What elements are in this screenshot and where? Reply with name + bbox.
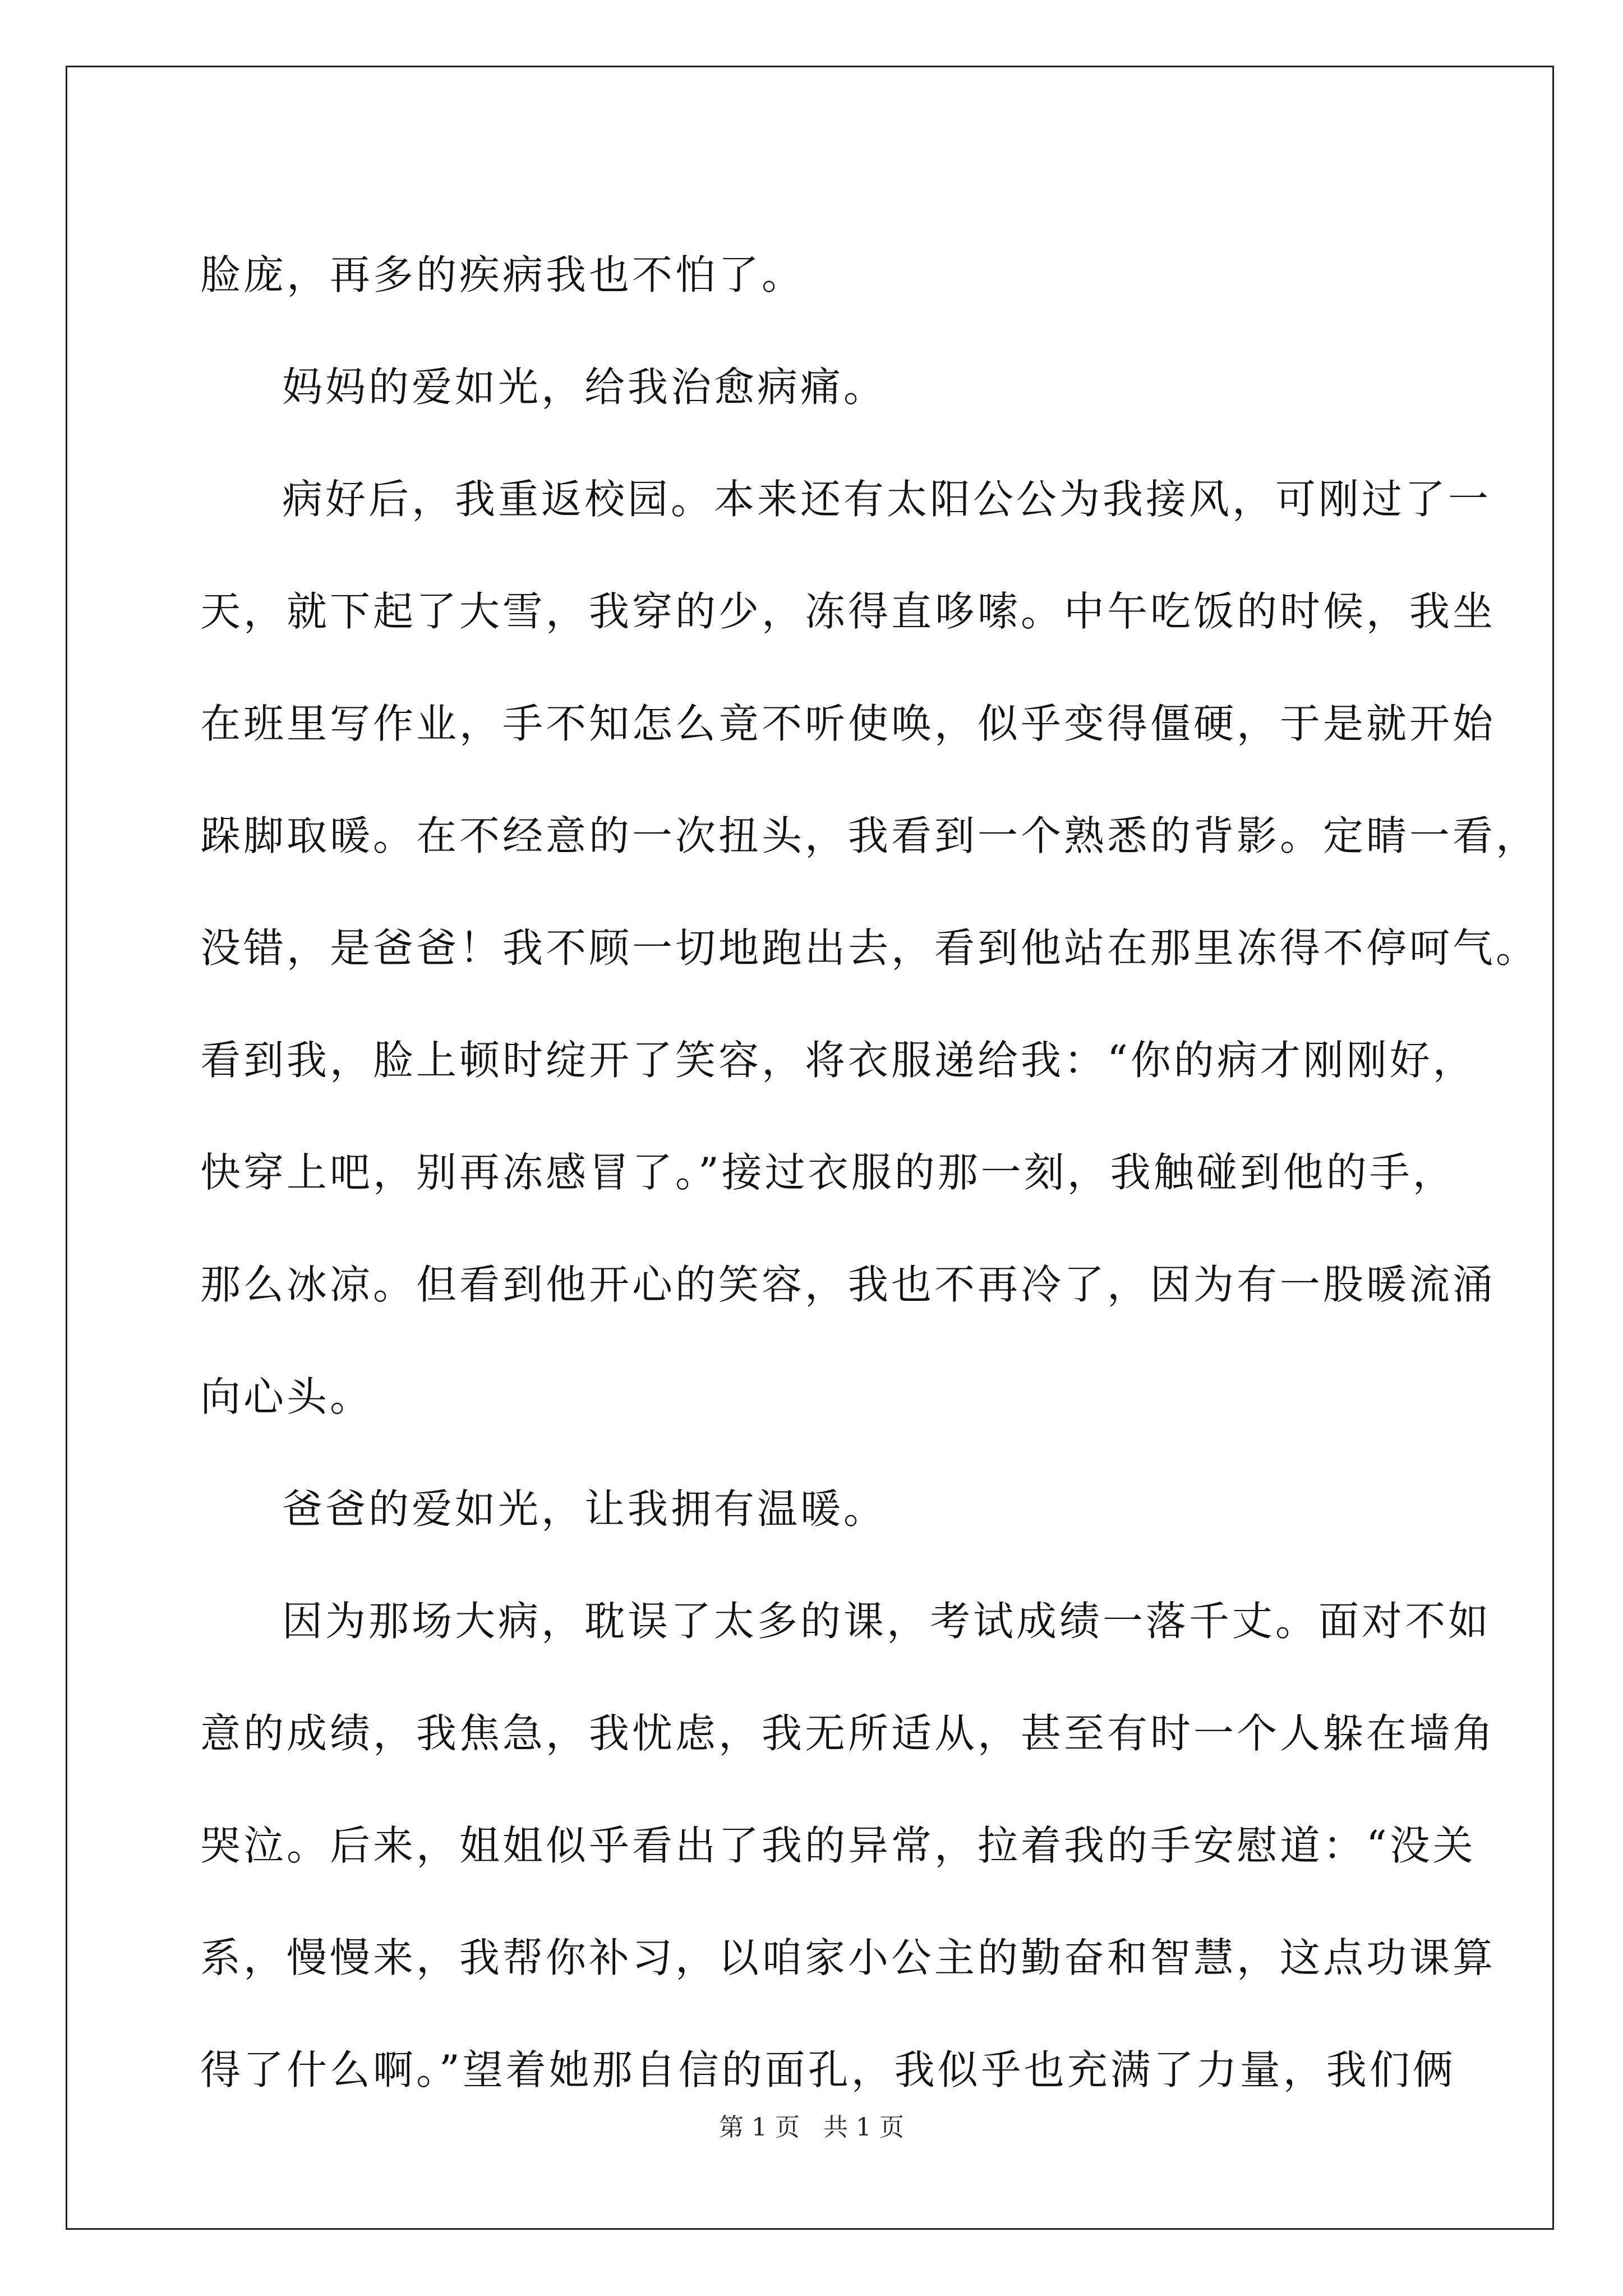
paragraph-line: 病好后，我重返校园。本来还有太阳公公为我接风，可刚过了一 xyxy=(282,476,1492,523)
text-line: 快穿上吧，别再冻感冒了。”接过衣服的那一刻，我触碰到他的手， xyxy=(200,1149,1456,1196)
text-line: 看到我，脸上顿时绽开了笑容，将衣服递给我：“你的病才刚刚好， xyxy=(200,1037,1476,1084)
text-line: 在班里写作业，手不知怎么竟不听使唤，似乎变得僵硬，于是就开始 xyxy=(200,700,1496,747)
page-number-footer: 第 1 页 共 1 页 xyxy=(719,2113,904,2142)
text-line: 没错，是爸爸！我不顾一切地跑出去，看到他站在那里冻得不停呵气。 xyxy=(200,924,1539,972)
text-line: 脸庞，再多的疾病我也不怕了。 xyxy=(200,251,805,298)
text-line: 向心头。 xyxy=(200,1373,374,1420)
text-line: 意的成绩，我焦急，我忧虑，我无所适从，甚至有时一个人躲在墙角 xyxy=(200,1710,1496,1757)
text-line: 哭泣。后来，姐姐似乎看出了我的异常，拉着我的手安慰道：“没关 xyxy=(200,1822,1476,1869)
paragraph-line: 妈妈的爱如光，给我治愈病痛。 xyxy=(282,364,887,411)
document-body xyxy=(200,219,1539,2126)
paragraph-line: 因为那场大病，耽误了太多的课，考试成绩一落千丈。面对不如 xyxy=(282,1598,1492,1645)
text-line: 那么冰凉。但看到他开心的笑容，我也不再冷了，因为有一股暖流涌 xyxy=(200,1261,1496,1308)
text-line: 系，慢慢来，我帮你补习，以咱家小公主的勤奋和智慧，这点功课算 xyxy=(200,1934,1496,1981)
text-line: 天，就下起了大雪，我穿的少，冻得直哆嗦。中午吃饭的时候，我坐 xyxy=(200,588,1496,635)
text-line: 得了什么啊。”望着她那自信的面孔，我似乎也充满了力量，我们俩 xyxy=(200,2046,1456,2093)
paragraph-line: 爸爸的爱如光，让我拥有温暖。 xyxy=(282,1485,887,1533)
text-line: 跺脚取暖。在不经意的一次扭头，我看到一个熟悉的背影。定睛一看， xyxy=(200,812,1539,859)
